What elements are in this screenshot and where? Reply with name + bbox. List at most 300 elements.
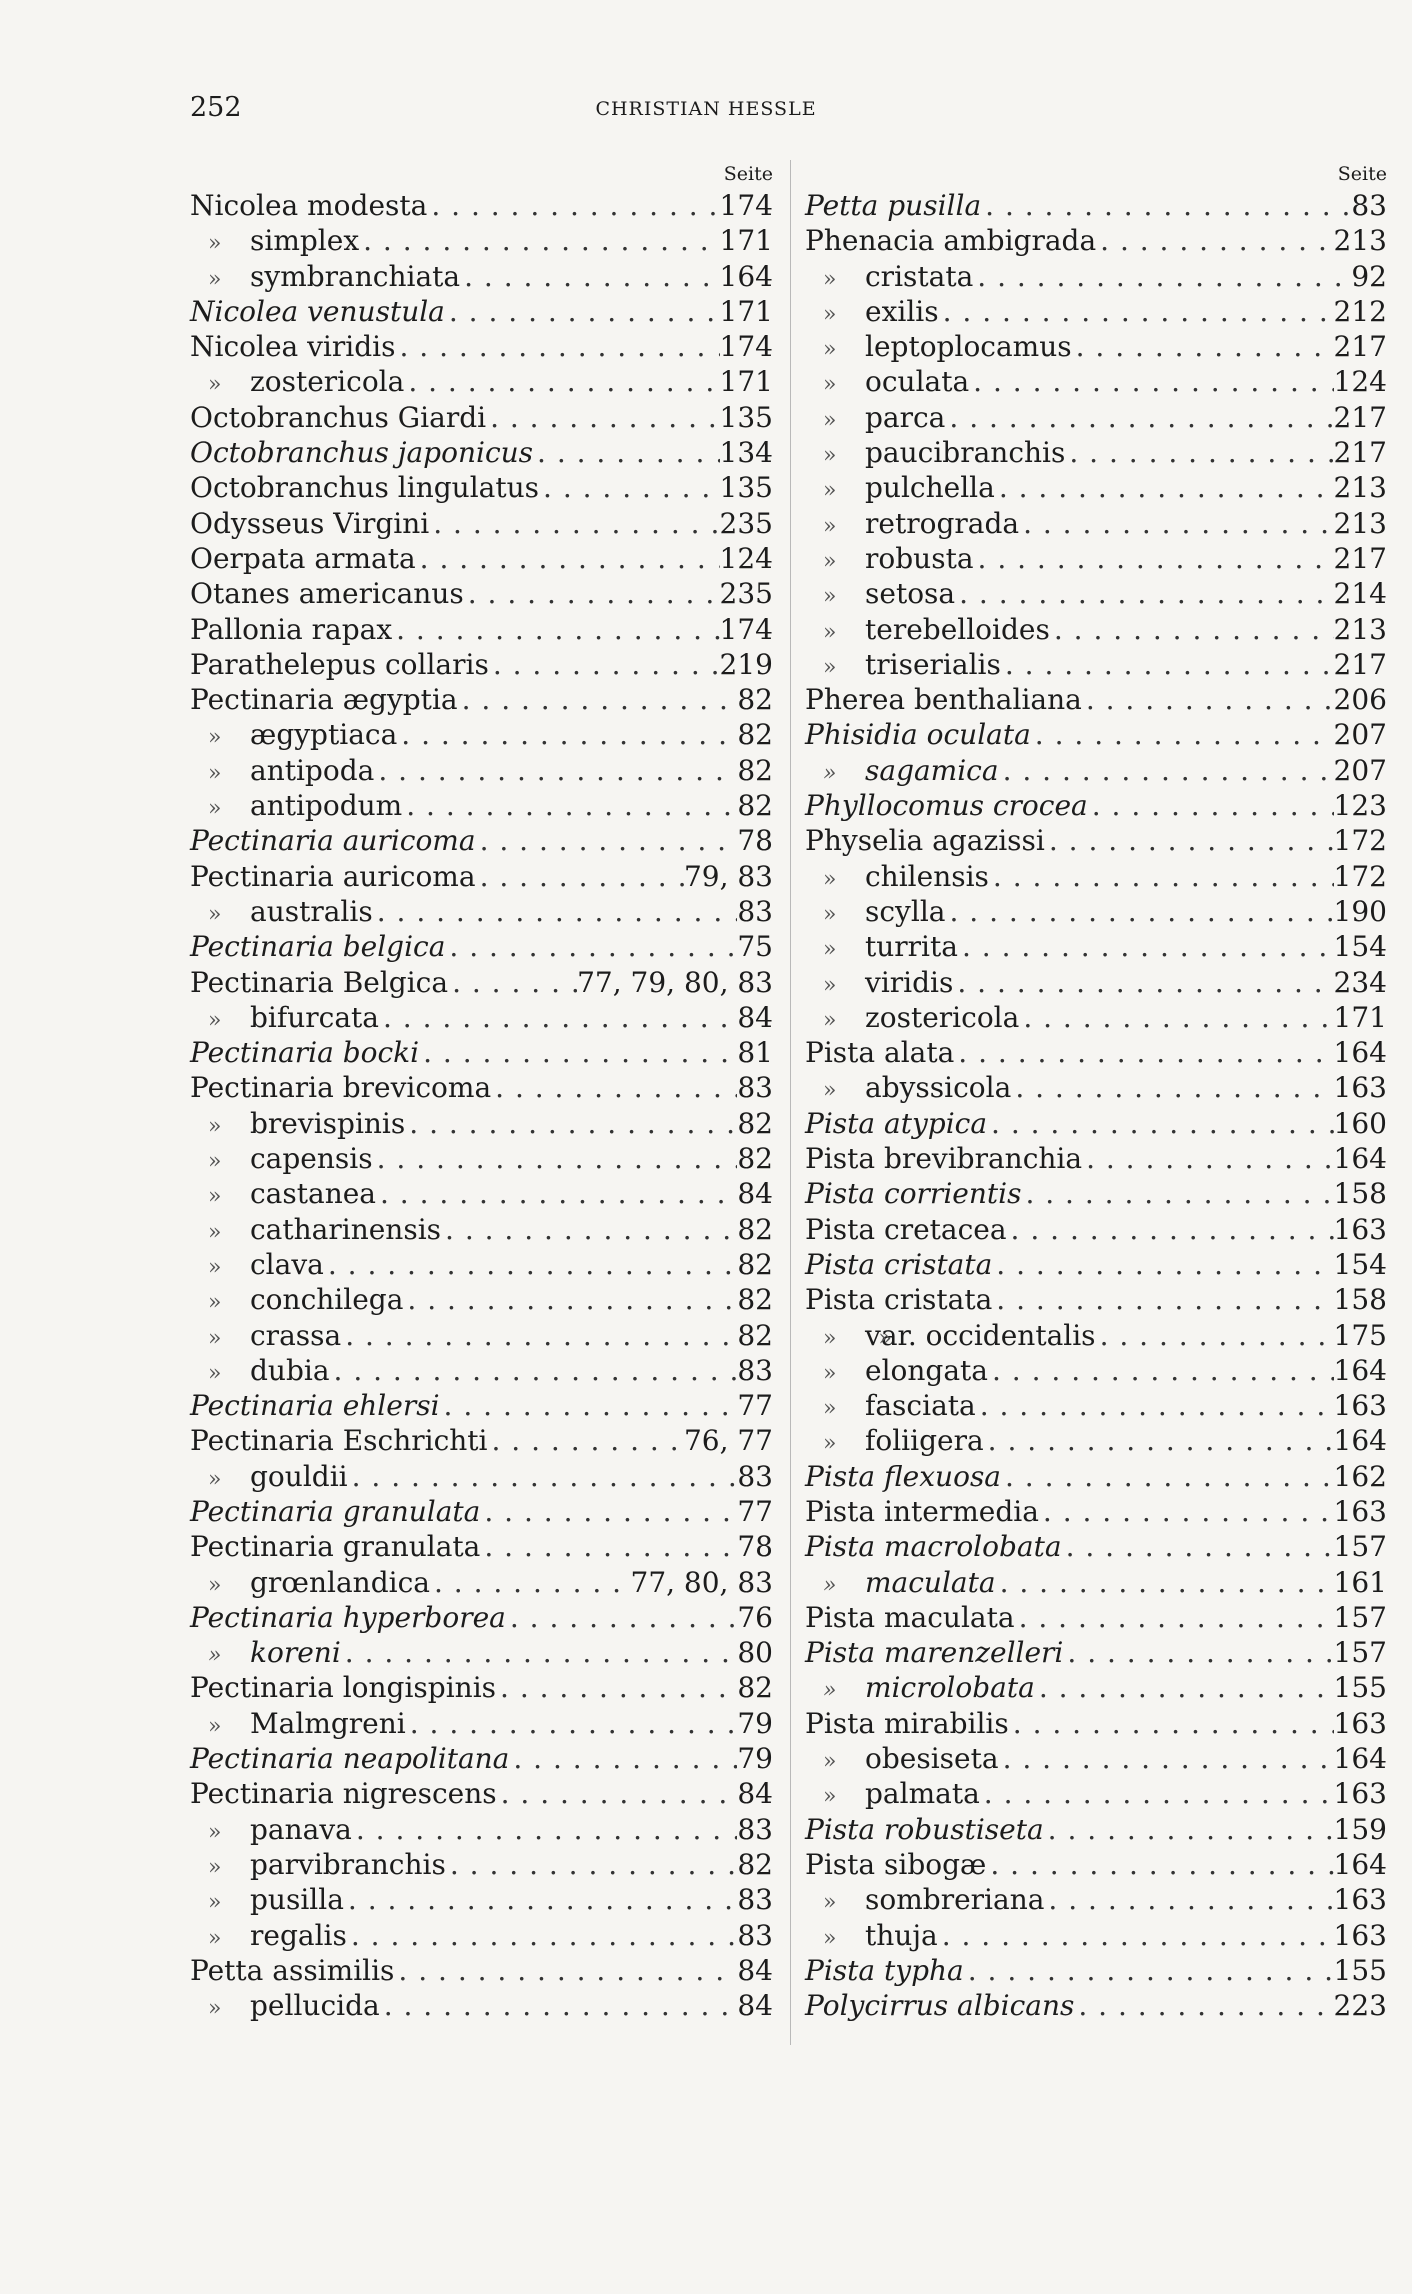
index-entry bbox=[190, 1529, 773, 1564]
index-entry bbox=[190, 1176, 773, 1211]
entry-name: » maculata bbox=[805, 1565, 996, 1600]
index-entry bbox=[805, 1776, 1387, 1811]
entry-name: Pista mirabilis bbox=[805, 1706, 1009, 1740]
entry-name: » abyssicola bbox=[805, 1070, 1011, 1105]
entry-page: 219 bbox=[719, 647, 773, 681]
index-entry bbox=[190, 1141, 773, 1176]
entry-name: » australis bbox=[190, 894, 373, 929]
index-entry bbox=[805, 506, 1387, 541]
entry-name: Pista macrolobata bbox=[805, 1530, 1062, 1564]
index-entry bbox=[805, 329, 1387, 364]
entry-page: 154 bbox=[1333, 930, 1387, 964]
entry-name: » viridis bbox=[805, 965, 953, 1000]
entry-page: 76 bbox=[737, 1600, 773, 1634]
entry-name: » antipoda bbox=[190, 753, 374, 788]
dot-leader bbox=[497, 1776, 738, 1811]
entry-name: Petta assimilis bbox=[190, 1953, 395, 1987]
entry-page: 82 bbox=[737, 1671, 773, 1705]
entry-name: Pectinaria granulata bbox=[190, 1494, 481, 1528]
index-entry bbox=[805, 929, 1387, 964]
entry-page: 84 bbox=[737, 1000, 773, 1034]
dot-leader bbox=[1065, 435, 1333, 470]
column-divider bbox=[790, 160, 791, 2045]
entry-page: 83 bbox=[1351, 189, 1387, 222]
dot-leader bbox=[1001, 1459, 1334, 1494]
dot-leader bbox=[1074, 1988, 1333, 2023]
entry-page: 82 bbox=[737, 1318, 773, 1352]
entry-page: 212 bbox=[1333, 294, 1387, 328]
index-entry bbox=[805, 1670, 1387, 1705]
index-entry bbox=[805, 859, 1387, 894]
entry-name: Pista cretacea bbox=[805, 1212, 1007, 1246]
dot-leader bbox=[996, 1565, 1334, 1600]
entry-page: 164 bbox=[1333, 1847, 1387, 1881]
dot-leader bbox=[992, 1282, 1333, 1317]
dot-leader bbox=[999, 1741, 1334, 1776]
dot-leader bbox=[981, 188, 1351, 223]
index-entry bbox=[190, 1212, 773, 1247]
entry-name: » microlobata bbox=[805, 1670, 1035, 1705]
index-entry bbox=[190, 1812, 773, 1847]
index-entry bbox=[805, 1247, 1387, 1282]
index-entry bbox=[190, 1847, 773, 1882]
index-entry bbox=[805, 647, 1387, 682]
entry-page: 171 bbox=[1333, 1000, 1387, 1034]
index-entry bbox=[190, 1776, 773, 1811]
entry-name: Pista atypica bbox=[805, 1106, 988, 1140]
entry-page: 83 bbox=[737, 1883, 773, 1917]
entry-page: 84 bbox=[737, 1177, 773, 1211]
entry-name: » clava bbox=[190, 1247, 324, 1282]
entry-page: 81 bbox=[737, 1036, 773, 1070]
entry-page: 207 bbox=[1333, 718, 1387, 752]
entry-page: 135 bbox=[719, 471, 773, 505]
entry-page: 163 bbox=[1333, 1494, 1387, 1528]
dot-leader bbox=[441, 1212, 737, 1247]
entry-page: 79, 83 bbox=[683, 859, 773, 893]
index-entry bbox=[190, 1035, 773, 1070]
dot-leader bbox=[404, 364, 719, 399]
dot-leader bbox=[359, 223, 719, 258]
entry-name: Phenacia ambigrada bbox=[805, 224, 1097, 258]
entry-name: » paucibranchis bbox=[805, 435, 1065, 470]
entry-page: 161 bbox=[1333, 1565, 1387, 1599]
entry-page: 217 bbox=[1333, 541, 1387, 575]
dot-leader bbox=[373, 894, 738, 929]
index-entry bbox=[190, 576, 773, 611]
index-entry bbox=[805, 1635, 1387, 1670]
dot-leader bbox=[953, 965, 1333, 1000]
entry-page: 163 bbox=[1333, 1777, 1387, 1811]
index-entry bbox=[190, 647, 773, 682]
entry-page: 77, 80, 83 bbox=[630, 1565, 773, 1599]
entry-page: 82 bbox=[737, 1212, 773, 1246]
entry-page: 158 bbox=[1333, 1283, 1387, 1317]
dot-leader bbox=[992, 1247, 1333, 1282]
index-entry bbox=[190, 1388, 773, 1423]
entry-name: » Malmgreni bbox=[190, 1706, 406, 1741]
index-list-left bbox=[190, 188, 773, 2023]
entry-name: » bifurcata bbox=[190, 1000, 379, 1035]
dot-leader bbox=[984, 1423, 1334, 1458]
index-entry bbox=[190, 1318, 773, 1353]
entry-name: » terebelloides bbox=[805, 612, 1050, 647]
dot-leader bbox=[1021, 1176, 1333, 1211]
dot-leader bbox=[506, 1600, 737, 1635]
index-entry bbox=[805, 1529, 1387, 1564]
entry-name: Pista intermedia bbox=[805, 1494, 1039, 1528]
entry-name: » antipodum bbox=[190, 788, 402, 823]
index-entry bbox=[190, 1494, 773, 1529]
dot-leader bbox=[1007, 1212, 1334, 1247]
entry-page: 171 bbox=[719, 294, 773, 328]
entry-page: 174 bbox=[719, 189, 773, 222]
entry-page: 78 bbox=[737, 1530, 773, 1564]
index-column-left bbox=[190, 163, 773, 2023]
entry-name: » elongata bbox=[805, 1353, 988, 1388]
entry-page: 82 bbox=[737, 1247, 773, 1281]
dot-leader bbox=[1082, 1141, 1333, 1176]
dot-leader bbox=[1044, 1882, 1333, 1917]
entry-page: 83 bbox=[737, 1918, 773, 1952]
index-entry bbox=[805, 294, 1387, 329]
index-entry bbox=[805, 1812, 1387, 1847]
entry-page: 82 bbox=[737, 1142, 773, 1176]
dot-leader bbox=[945, 400, 1333, 435]
entry-page: 217 bbox=[1333, 330, 1387, 364]
dot-leader bbox=[1001, 647, 1334, 682]
entry-name: » dubia bbox=[190, 1353, 330, 1388]
index-entry bbox=[805, 541, 1387, 576]
entry-page: 79 bbox=[737, 1742, 773, 1776]
entry-page: 78 bbox=[737, 824, 773, 858]
entry-name: » » var. occidentalis bbox=[805, 1318, 1096, 1353]
entry-page: 235 bbox=[719, 506, 773, 540]
entry-page: 172 bbox=[1333, 859, 1387, 893]
dot-leader bbox=[491, 1070, 737, 1105]
index-entry bbox=[190, 329, 773, 364]
index-entry bbox=[805, 1882, 1387, 1917]
entry-page: 83 bbox=[737, 1459, 773, 1493]
entry-page: 134 bbox=[719, 436, 773, 470]
index-entry bbox=[190, 612, 773, 647]
entry-name: Otanes americanus bbox=[190, 577, 464, 611]
dot-leader bbox=[344, 1882, 737, 1917]
index-entry bbox=[805, 1176, 1387, 1211]
index-entry bbox=[805, 1918, 1387, 1953]
seite-label: Seite bbox=[723, 163, 773, 185]
index-entry bbox=[805, 1741, 1387, 1776]
dot-leader bbox=[480, 1494, 737, 1529]
dot-leader bbox=[430, 1565, 631, 1600]
index-entry bbox=[805, 1388, 1387, 1423]
entry-page: 82 bbox=[737, 789, 773, 823]
index-entry bbox=[805, 1141, 1387, 1176]
entry-name: Pallonia rapax bbox=[190, 612, 393, 646]
dot-leader bbox=[330, 1353, 738, 1388]
entry-page: 217 bbox=[1333, 647, 1387, 681]
entry-name: » robusta bbox=[805, 541, 974, 576]
index-entry bbox=[805, 612, 1387, 647]
entry-name: Pectinaria belgica bbox=[190, 930, 446, 964]
dot-leader bbox=[1031, 717, 1334, 752]
index-entry bbox=[190, 1670, 773, 1705]
entry-page: 174 bbox=[719, 612, 773, 646]
entry-page: 164 bbox=[1333, 1424, 1387, 1458]
entry-page: 213 bbox=[1333, 612, 1387, 646]
index-entry bbox=[190, 188, 773, 223]
index-entry bbox=[805, 188, 1387, 223]
entry-page: 135 bbox=[719, 400, 773, 434]
index-entry bbox=[190, 1247, 773, 1282]
entry-page: 163 bbox=[1333, 1212, 1387, 1246]
entry-name: » sagamica bbox=[805, 753, 999, 788]
dot-leader bbox=[989, 859, 1334, 894]
entry-name: » parca bbox=[805, 400, 945, 435]
index-entry bbox=[190, 1423, 773, 1458]
dot-leader bbox=[1082, 682, 1334, 717]
dot-leader bbox=[406, 1706, 738, 1741]
dot-leader bbox=[1011, 1070, 1333, 1105]
dot-leader bbox=[964, 1953, 1334, 1988]
entry-name: Pista cristata bbox=[805, 1283, 993, 1317]
index-entry bbox=[805, 682, 1387, 717]
entry-page: 171 bbox=[719, 224, 773, 258]
dot-leader bbox=[352, 1812, 738, 1847]
index-entry bbox=[190, 1882, 773, 1917]
index-entry bbox=[190, 1353, 773, 1388]
entry-page: 164 bbox=[1333, 1742, 1387, 1776]
index-entry bbox=[805, 259, 1387, 294]
entry-page: 163 bbox=[1333, 1706, 1387, 1740]
index-entry bbox=[190, 788, 773, 823]
dot-leader bbox=[402, 788, 737, 823]
entry-page: 154 bbox=[1333, 1247, 1387, 1281]
dot-leader bbox=[488, 1423, 684, 1458]
entry-page: 79 bbox=[737, 1706, 773, 1740]
dot-leader bbox=[533, 435, 720, 470]
entry-page: 206 bbox=[1333, 683, 1387, 717]
entry-name: Pista robustiseta bbox=[805, 1812, 1044, 1846]
entry-name: Polycirrus albicans bbox=[805, 1989, 1075, 2023]
entry-page: 164 bbox=[1333, 1142, 1387, 1176]
index-entry bbox=[190, 470, 773, 505]
dot-leader bbox=[480, 1529, 737, 1564]
index-entry bbox=[190, 1988, 773, 2023]
dot-leader bbox=[341, 1635, 738, 1670]
index-entry bbox=[805, 823, 1387, 858]
index-entry bbox=[805, 1423, 1387, 1458]
index-entry bbox=[805, 1847, 1387, 1882]
index-entry bbox=[190, 823, 773, 858]
index-entry bbox=[190, 223, 773, 258]
entry-page: 213 bbox=[1333, 224, 1387, 258]
entry-page: 84 bbox=[737, 1953, 773, 1987]
entry-page: 164 bbox=[1333, 1353, 1387, 1387]
entry-name: Pectinaria hyperborea bbox=[190, 1600, 506, 1634]
index-entry bbox=[805, 1282, 1387, 1317]
dot-leader bbox=[489, 647, 720, 682]
entry-page: 155 bbox=[1333, 1953, 1387, 1987]
dot-leader bbox=[954, 1035, 1333, 1070]
entry-name: » conchilega bbox=[190, 1282, 403, 1317]
entry-name: » pusilla bbox=[190, 1882, 344, 1917]
index-entry bbox=[805, 576, 1387, 611]
index-entry bbox=[190, 894, 773, 929]
entry-page: 214 bbox=[1333, 577, 1387, 611]
entry-page: 163 bbox=[1333, 1918, 1387, 1952]
dot-leader bbox=[1062, 1529, 1334, 1564]
index-column-right bbox=[805, 163, 1387, 2023]
index-entry bbox=[805, 400, 1387, 435]
dot-leader bbox=[403, 1282, 737, 1317]
index-entry bbox=[190, 1000, 773, 1035]
entry-name: Pista corrientis bbox=[805, 1177, 1022, 1211]
index-entry bbox=[190, 1600, 773, 1635]
index-entry bbox=[805, 788, 1387, 823]
entry-name: » ægyptiaca bbox=[190, 717, 397, 752]
entry-name: » zostericola bbox=[190, 364, 404, 399]
entry-name: » zostericola bbox=[805, 1000, 1019, 1035]
dot-leader bbox=[419, 1035, 737, 1070]
entry-name: Pista sibogæ bbox=[805, 1847, 987, 1881]
entry-name: Pectinaria auricoma bbox=[190, 859, 476, 893]
index-entry bbox=[190, 1635, 773, 1670]
entry-page: 174 bbox=[719, 330, 773, 364]
running-head: CHRISTIAN HESSLE bbox=[595, 98, 817, 120]
dot-leader bbox=[938, 1918, 1334, 1953]
entry-page: 83 bbox=[737, 1812, 773, 1846]
entry-page: 207 bbox=[1333, 753, 1387, 787]
entry-page: 124 bbox=[1333, 365, 1387, 399]
dot-leader bbox=[509, 1741, 737, 1776]
entry-name: » capensis bbox=[190, 1141, 373, 1176]
page-number: 252 bbox=[190, 92, 242, 123]
dot-leader bbox=[446, 1847, 738, 1882]
entry-name: » thuja bbox=[805, 1918, 938, 1953]
entry-page: 158 bbox=[1333, 1177, 1387, 1211]
index-entry bbox=[190, 717, 773, 752]
index-entry bbox=[805, 1000, 1387, 1035]
index-entry bbox=[805, 1953, 1387, 1988]
entry-name: Octobranchus lingulatus bbox=[190, 471, 540, 505]
entry-name: » pellucida bbox=[190, 1988, 380, 2023]
index-entry bbox=[190, 1565, 773, 1600]
dot-leader bbox=[1063, 1635, 1333, 1670]
entry-page: 77 bbox=[737, 1389, 773, 1423]
entry-page: 223 bbox=[1333, 1989, 1387, 2023]
index-entry bbox=[190, 1953, 773, 1988]
dot-leader bbox=[374, 753, 737, 788]
entry-page: 84 bbox=[737, 1989, 773, 2023]
entry-name: » setosa bbox=[805, 576, 955, 611]
index-entry bbox=[805, 1353, 1387, 1388]
index-entry bbox=[190, 965, 773, 1000]
dot-leader bbox=[476, 859, 684, 894]
entry-name: » foliigera bbox=[805, 1423, 984, 1458]
dot-leader bbox=[341, 1318, 737, 1353]
index-entry bbox=[805, 894, 1387, 929]
entry-name: Parathelepus collaris bbox=[190, 647, 489, 681]
dot-leader bbox=[539, 470, 720, 505]
dot-leader bbox=[995, 470, 1334, 505]
entry-page: 217 bbox=[1333, 436, 1387, 470]
entry-page: 213 bbox=[1333, 471, 1387, 505]
entry-name: » brevispinis bbox=[190, 1106, 405, 1141]
index-entry bbox=[805, 1565, 1387, 1600]
index-entry bbox=[805, 1212, 1387, 1247]
dot-leader bbox=[958, 929, 1334, 964]
entry-page: 77, 79, 80, 83 bbox=[577, 965, 773, 999]
entry-page: 163 bbox=[1333, 1883, 1387, 1917]
entry-name: Pectinaria brevicoma bbox=[190, 1071, 492, 1105]
entry-name: » retrograda bbox=[805, 506, 1019, 541]
index-entry bbox=[190, 753, 773, 788]
dot-leader bbox=[347, 1918, 738, 1953]
entry-name: » pulchella bbox=[805, 470, 995, 505]
entry-name: Pectinaria nigrescens bbox=[190, 1777, 497, 1811]
entry-name: » triserialis bbox=[805, 647, 1001, 682]
index-entry bbox=[805, 753, 1387, 788]
entry-page: 175 bbox=[1333, 1318, 1387, 1352]
entry-page: 82 bbox=[737, 1283, 773, 1317]
index-entry bbox=[190, 364, 773, 399]
entry-page: 235 bbox=[719, 577, 773, 611]
entry-name: Phyllocomus crocea bbox=[805, 789, 1088, 823]
index-list-right bbox=[805, 188, 1387, 2023]
dot-leader bbox=[394, 1953, 737, 1988]
index-entry bbox=[190, 506, 773, 541]
dot-leader bbox=[1096, 223, 1333, 258]
entry-name: Pectinaria granulata bbox=[190, 1530, 481, 1564]
dot-leader bbox=[464, 576, 720, 611]
entry-page: 75 bbox=[737, 930, 773, 964]
index-entry bbox=[805, 223, 1387, 258]
entry-name: Oerpata armata bbox=[190, 541, 416, 575]
entry-name: Pista cristata bbox=[805, 1247, 993, 1281]
index-entry bbox=[190, 1918, 773, 1953]
entry-name: » symbranchiata bbox=[190, 259, 460, 294]
entry-name: Pectinaria ægyptia bbox=[190, 683, 458, 717]
entry-name: » gouldii bbox=[190, 1459, 348, 1494]
entry-name: Pista typha bbox=[805, 1953, 964, 1987]
entry-name: Nicolea modesta bbox=[190, 189, 428, 222]
entry-name: Nicolea viridis bbox=[190, 330, 396, 364]
dot-leader bbox=[427, 188, 719, 223]
dot-leader bbox=[476, 823, 738, 858]
entry-page: 77 bbox=[737, 1494, 773, 1528]
index-entry bbox=[190, 1459, 773, 1494]
entry-page: 83 bbox=[737, 1353, 773, 1387]
entry-page: 157 bbox=[1333, 1530, 1387, 1564]
entry-page: 123 bbox=[1333, 789, 1387, 823]
dot-leader bbox=[980, 1776, 1334, 1811]
dot-leader bbox=[1096, 1318, 1334, 1353]
index-entry bbox=[805, 965, 1387, 1000]
index-entry bbox=[190, 435, 773, 470]
entry-name: » parvibranchis bbox=[190, 1847, 446, 1882]
entry-name: Pista marenzelleri bbox=[805, 1636, 1064, 1670]
index-entry bbox=[805, 1459, 1387, 1494]
index-entry bbox=[190, 259, 773, 294]
entry-name: » exilis bbox=[805, 294, 939, 329]
entry-page: 213 bbox=[1333, 506, 1387, 540]
index-entry bbox=[190, 1106, 773, 1141]
dot-leader bbox=[969, 364, 1333, 399]
entry-name: Physelia agazissi bbox=[805, 824, 1045, 858]
index-entry bbox=[805, 1988, 1387, 2023]
dot-leader bbox=[379, 1000, 737, 1035]
